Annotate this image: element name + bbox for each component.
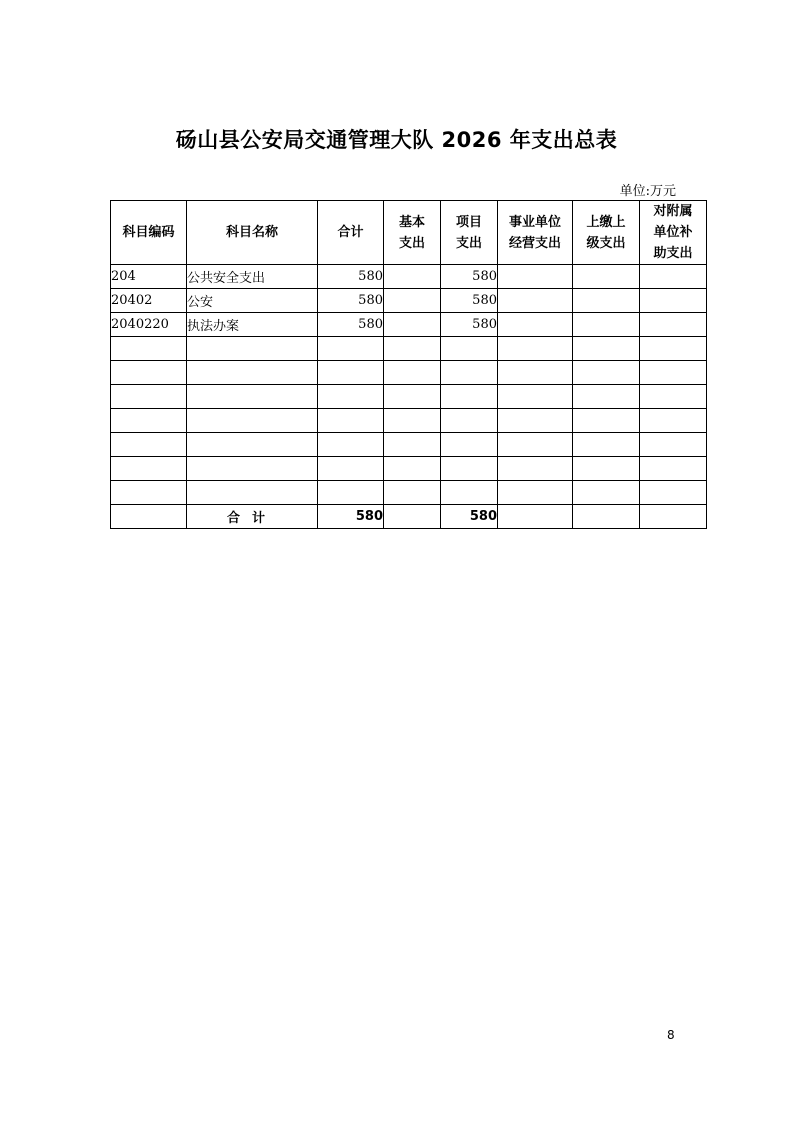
- row-name: 公安: [187, 289, 318, 313]
- unit-label: 单位:万元: [619, 184, 676, 199]
- row-code: 204: [111, 265, 187, 289]
- total-basic: [384, 505, 441, 529]
- row-remit: [573, 313, 640, 337]
- header-basic-expenditure: 基本 支出: [384, 201, 441, 265]
- row-project: 580: [441, 313, 498, 337]
- row-business: [498, 289, 573, 313]
- row-code: 20402: [111, 289, 187, 313]
- row-business: [498, 265, 573, 289]
- row-business: [498, 313, 573, 337]
- row-subsidy: [640, 313, 707, 337]
- total-row: [111, 505, 707, 529]
- table-row: [111, 265, 707, 289]
- total-code: [111, 505, 187, 529]
- header-business-expenditure: 事业单位 经营支出: [498, 201, 573, 265]
- expenditure-table: [110, 200, 707, 529]
- row-subsidy: [640, 289, 707, 313]
- row-remit: [573, 265, 640, 289]
- total-subsidy: [640, 505, 707, 529]
- total-business: [498, 505, 573, 529]
- row-remit: [573, 289, 640, 313]
- empty-row: [111, 361, 707, 385]
- row-total: 580: [318, 313, 384, 337]
- row-name: 公共安全支出: [187, 265, 318, 289]
- empty-row: [111, 385, 707, 409]
- row-total: 580: [318, 289, 384, 313]
- header-total: 合计: [318, 201, 384, 265]
- table-row: [111, 313, 707, 337]
- row-name: 执法办案: [187, 313, 318, 337]
- total-amount: 580: [318, 505, 384, 529]
- total-project: 580: [441, 505, 498, 529]
- total-label: 合计: [187, 505, 318, 529]
- row-total: 580: [318, 265, 384, 289]
- page-title: 砀山县公安局交通管理大队 2026 年支出总表: [175, 128, 618, 152]
- empty-row: [111, 409, 707, 433]
- row-code: 2040220: [111, 313, 187, 337]
- header-subject-code: 科目编码: [111, 201, 187, 265]
- total-remit: [573, 505, 640, 529]
- header-remit-expenditure: 上缴上 级支出: [573, 201, 640, 265]
- empty-row: [111, 457, 707, 481]
- empty-row: [111, 481, 707, 505]
- row-basic: [384, 313, 441, 337]
- header-subject-name: 科目名称: [187, 201, 318, 265]
- row-basic: [384, 289, 441, 313]
- table-row: [111, 289, 707, 313]
- row-basic: [384, 265, 441, 289]
- header-project-expenditure: 项目 支出: [441, 201, 498, 265]
- page-number: 8: [667, 1028, 675, 1042]
- header-subsidy-expenditure: 对附属 单位补 助支出: [640, 201, 707, 265]
- row-subsidy: [640, 265, 707, 289]
- table-header-row: [111, 201, 707, 265]
- empty-row: [111, 433, 707, 457]
- row-project: 580: [441, 265, 498, 289]
- empty-row: [111, 337, 707, 361]
- row-project: 580: [441, 289, 498, 313]
